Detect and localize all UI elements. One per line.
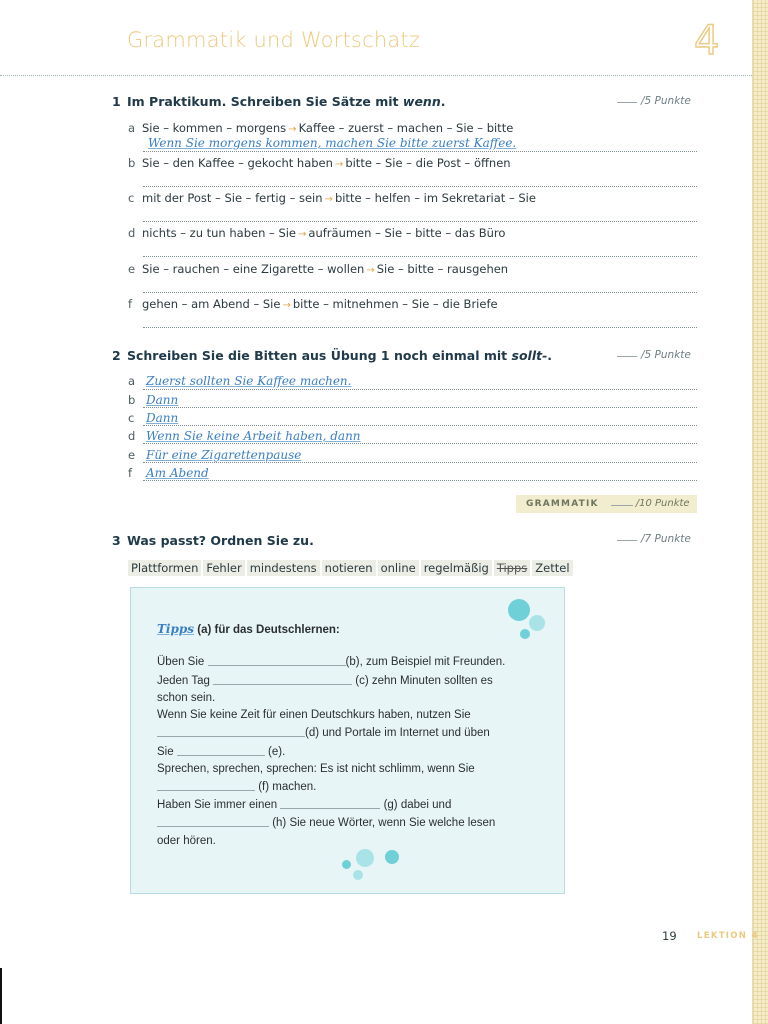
chapter-number [690, 14, 730, 64]
exercise-2-title-keyword: sollt- [511, 348, 548, 363]
ex1-item-d: d nichts – zu tun haben – Sie → aufräumen – Sie – bitte – das Büro [128, 226, 506, 240]
tips-line: schon sein. [157, 692, 216, 704]
points-blank[interactable] [617, 102, 637, 103]
exercise-1-points: /5 Punkte [617, 95, 691, 107]
bubble-decoration [508, 599, 530, 621]
tips-heading: Tipps (a) für das Deutschlernen: [157, 622, 340, 636]
ex1-item-a: a Sie – kommen – morgens → Kaffee – zuerst – machen – Sie – bitte [128, 121, 514, 135]
ex2-answer-a: a Zuerst sollten Sie Kaffee machen. [128, 374, 352, 388]
exercise-1-title-end: . [440, 94, 446, 109]
bubble-decoration [385, 850, 399, 864]
ex1-answer-line-b[interactable] [143, 186, 697, 187]
word-chip: Zettel [532, 560, 572, 576]
tips-line: Wenn Sie keine Zeit für einen Deutschkurs haben, nutzen Sie [157, 709, 471, 721]
bubble-decoration [520, 629, 530, 639]
exercise-2-heading [112, 348, 552, 363]
word-chip: online [378, 560, 419, 576]
ex2-answer-c: c Dann [128, 411, 179, 425]
arrow-icon: → [288, 124, 297, 135]
ex2-answer-line-b[interactable] [143, 407, 697, 408]
exercise-2-title: Schreiben Sie die Bitten aus Übung 1 noch einmal mit [127, 348, 512, 363]
ex1-item-b: b Sie – den Kaffee – gekocht haben → bitte – Sie – die Post – öffnen [128, 156, 511, 170]
grammatik-points: /10 Punkte [635, 498, 690, 509]
gap-c[interactable] [213, 675, 352, 685]
arrow-icon: → [298, 229, 307, 240]
gap-f[interactable] [157, 781, 255, 791]
exercise-2-title-end: . [547, 348, 553, 363]
page-title: Grammatik und Wortschatz [127, 28, 421, 52]
page-edge-strip [752, 0, 768, 1024]
arrow-icon: → [366, 265, 375, 276]
word-chip: regelmäßig [421, 560, 492, 576]
tips-line-c: Jeden Tag (c) zehn Minuten sollten es [157, 675, 493, 687]
word-chip: Plattformen [128, 560, 201, 576]
exercise-3-title: Was passt? Ordnen Sie zu. [127, 533, 314, 548]
gap-d[interactable] [157, 727, 305, 737]
exercise-2-number: 2 [112, 348, 121, 363]
bubble-decoration [353, 870, 363, 880]
score-blank[interactable] [611, 505, 633, 506]
word-chip: mindestens [247, 560, 320, 576]
tips-line: oder hören. [157, 835, 216, 847]
ex1-answer-line-d[interactable] [143, 256, 697, 257]
arrow-icon: → [282, 300, 291, 311]
tips-line-g: Haben Sie immer einen (g) dabei und [157, 799, 452, 811]
gap-e[interactable] [177, 746, 265, 756]
gap-h[interactable] [157, 817, 269, 827]
ex1-answer-line-e[interactable] [143, 292, 697, 293]
lesson-label: LEKTION 4 [697, 931, 759, 941]
bubble-decoration [342, 860, 351, 869]
exercise-1-number: 1 [112, 94, 121, 109]
arrow-icon: → [324, 194, 333, 205]
ex1-item-e: e Sie – rauchen – eine Zigarette – wollen → Sie – bitte – rausgehen [128, 262, 509, 276]
scan-edge-mark [0, 968, 2, 1024]
grammatik-score-box [516, 495, 697, 513]
grammatik-label: GRAMMATIK [526, 499, 599, 509]
ex2-answer-line-e[interactable] [143, 462, 697, 463]
ex1-item-c: c mit der Post – Sie – fertig – sein → bitte – helfen – im Sekretariat – Sie [128, 191, 536, 205]
ex1-answer-line-f[interactable] [143, 327, 697, 328]
points-blank[interactable] [617, 540, 637, 541]
word-chip: notieren [322, 560, 376, 576]
ex2-answer-e: e Für eine Zigarettenpause [128, 448, 302, 462]
ex1-answer-line-a[interactable] [143, 151, 697, 152]
exercise-3-number: 3 [112, 533, 121, 548]
word-bank [128, 557, 575, 576]
word-chip-used: Tipps [494, 560, 530, 576]
ex1-item-f: f gehen – am Abend – Sie → bitte – mitnehmen – Sie – die Briefe [128, 297, 498, 311]
points-blank[interactable] [617, 356, 637, 357]
ex2-answer-line-c[interactable] [143, 425, 697, 426]
tips-line-h: (h) Sie neue Wörter, wenn Sie welche lesen [157, 817, 495, 829]
ex2-answer-line-f[interactable] [143, 480, 697, 481]
bubble-decoration [529, 615, 545, 631]
bubble-decoration [356, 849, 374, 867]
ex2-answer-d: d Wenn Sie keine Arbeit haben, dann [128, 429, 361, 443]
exercise-1-heading [112, 94, 445, 109]
tips-line-f: (f) machen. [157, 781, 316, 793]
ex1-answer-a: Wenn Sie morgens kommen, machen Sie bitte zuerst Kaffee. [148, 136, 517, 150]
header-divider [0, 75, 752, 76]
ex2-answer-line-d[interactable] [143, 443, 697, 444]
tips-line-e: Sie (e). [157, 746, 286, 758]
gap-b[interactable] [208, 656, 346, 666]
chapter-number-text: 4 [694, 18, 720, 64]
ex2-answer-f: f Am Abend [128, 466, 209, 480]
ex2-answer-b: b Dann [128, 393, 179, 407]
tips-line-b: Üben Sie (b), zum Beispiel mit Freunden. [157, 656, 506, 668]
exercise-2-points: /5 Punkte [617, 349, 691, 361]
word-chip: Fehler [203, 560, 244, 576]
page-number: 19 [662, 929, 677, 943]
ex2-answer-line-a[interactable] [143, 389, 697, 390]
exercise-3-heading [112, 533, 314, 548]
ex1-answer-line-c[interactable] [143, 221, 697, 222]
exercise-1-title-keyword: wenn [402, 94, 441, 109]
tips-line-d: (d) und Portale im Internet und üben [157, 727, 490, 739]
tips-line: Sprechen, sprechen, sprechen: Es ist nicht schlimm, wenn Sie [157, 763, 475, 775]
gap-g[interactable] [280, 799, 380, 809]
exercise-3-points: /7 Punkte [617, 533, 691, 545]
arrow-icon: → [334, 159, 344, 170]
exercise-1-title: Im Praktikum. Schreiben Sie Sätze mit [127, 94, 403, 109]
answer-a: Tipps [157, 622, 195, 636]
